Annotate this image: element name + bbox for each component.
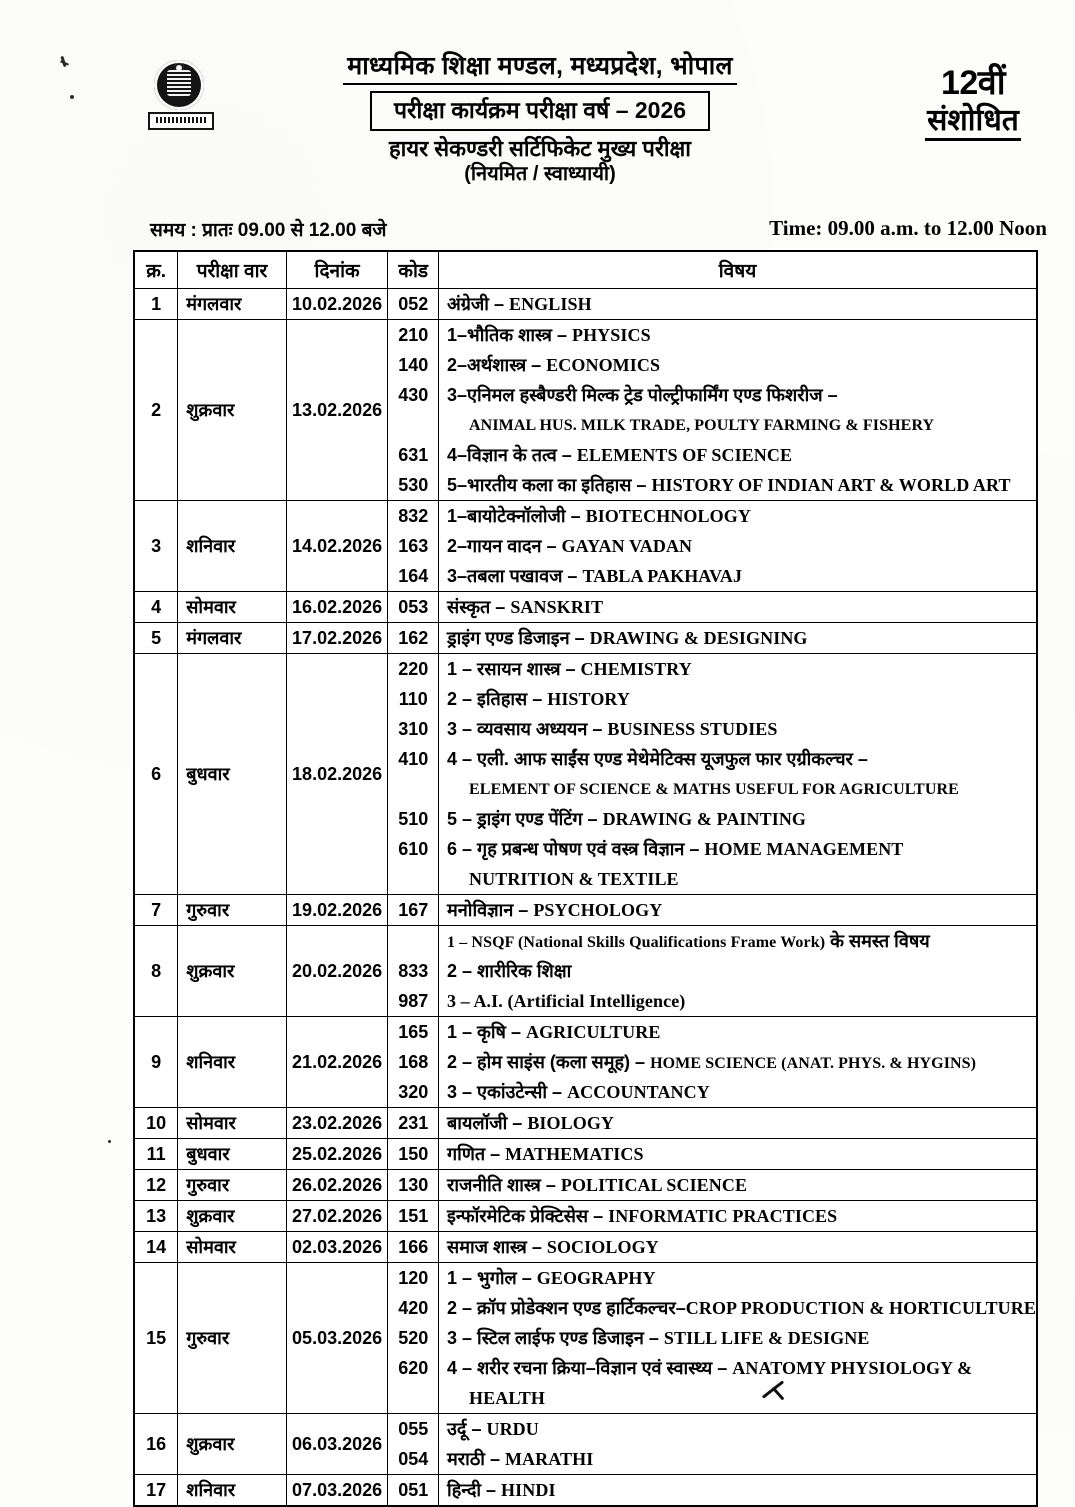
table-body (134, 289, 1037, 1507)
column-header-subject: विषय (439, 251, 1037, 289)
subject-name-english-wrap: ELEMENT OF SCIENCE & MATHS USEFUL FOR AGRICULTURE (469, 781, 959, 798)
row-subject-codes (388, 654, 439, 895)
subject-name (439, 714, 1036, 744)
row-subject-codes (388, 1475, 439, 1507)
subject-name-english: CHEMISTRY (580, 659, 692, 679)
subject-name (439, 561, 1036, 591)
row-subject-names (439, 1201, 1037, 1232)
subject-name (439, 623, 1036, 653)
row-serial-number: 13 (134, 1201, 178, 1232)
subject-name-english: SANSKRIT (510, 597, 604, 617)
row-exam-day: बुधवार (178, 654, 287, 895)
row-serial-number: 11 (134, 1139, 178, 1170)
column-header-serial: क्र. (134, 251, 178, 289)
subject-name-hindi: 2 – शारीरिक शिक्षा (447, 961, 572, 981)
row-subject-codes (388, 1201, 439, 1232)
subject-name-hindi: गणित – (447, 1144, 506, 1164)
subject-name-hindi: 5 – ड्राइंग एण्ड पेंटिंग – (447, 809, 603, 829)
row-serial-number: 1 (134, 289, 178, 320)
subject-code: 167 (398, 900, 429, 920)
subject-name-hindi: 6 – गृह प्रबन्ध पोषण एवं वस्त्र विज्ञान – (447, 839, 705, 859)
row-exam-day: शुक्रवार (178, 926, 287, 1017)
subject-name-english: MARATHI (504, 1449, 594, 1469)
row-exam-day: बुधवार (178, 1139, 287, 1170)
subject-code: 320 (398, 1082, 429, 1102)
subject-name-english: AGRICULTURE (525, 1022, 661, 1042)
row-exam-date: 13.02.2026 (286, 320, 388, 501)
subject-name-english: ELEMENTS OF SCIENCE (576, 445, 793, 465)
subject-name-continuation (439, 864, 1036, 894)
subject-name (439, 1017, 1036, 1047)
exam-time-hindi: समय : प्रातः 09.00 से 12.00 बजे (150, 220, 387, 241)
subject-code: 631 (398, 445, 429, 465)
row-subject-names (439, 1139, 1037, 1170)
subject-name-continuation (439, 1383, 1036, 1413)
row-exam-day: सोमवार (178, 1108, 287, 1139)
subject-code: 420 (398, 1298, 429, 1318)
row-exam-date: 05.03.2026 (286, 1263, 388, 1414)
board-name: माध्यमिक शिक्षा मण्डल, मध्यप्रदेश, भोपाल (343, 52, 736, 85)
subject-code-spacer (388, 774, 438, 804)
row-subject-names (439, 654, 1037, 895)
table-row (134, 895, 1037, 926)
subject-name (439, 684, 1036, 714)
subject-name-hindi: राजनीति शास्त्र – (447, 1175, 561, 1195)
document-header (0, 52, 1075, 232)
subject-code: 166 (398, 1237, 429, 1257)
subject-name-hindi-tail: के समस्त विषय (825, 931, 930, 951)
row-exam-day: गुरुवार (178, 895, 287, 926)
subject-code: 832 (398, 506, 429, 526)
subject-name-hindi: 5–भारतीय कला का इतिहास – (447, 475, 652, 495)
subject-name-english: 1 – NSQF (National Skills Qualifications Frame Work) (447, 934, 826, 951)
row-serial-number: 14 (134, 1232, 178, 1263)
row-exam-date: 25.02.2026 (286, 1139, 388, 1170)
row-serial-number: 8 (134, 926, 178, 1017)
table-row (134, 320, 1037, 501)
row-subject-codes (388, 320, 439, 501)
row-subject-codes (388, 289, 439, 320)
row-subject-names (439, 289, 1037, 320)
row-subject-codes (388, 895, 439, 926)
subject-name (439, 654, 1036, 684)
table-row (134, 1108, 1037, 1139)
subject-name (439, 895, 1036, 925)
table-row (134, 289, 1037, 320)
subject-code: 053 (398, 597, 429, 617)
row-subject-codes (388, 1263, 439, 1414)
row-exam-day: शुक्रवार (178, 320, 287, 501)
subject-code: 220 (398, 659, 429, 679)
row-subject-codes (388, 1139, 439, 1170)
subject-code: 120 (398, 1268, 429, 1288)
row-serial-number: 17 (134, 1475, 178, 1507)
row-exam-date: 19.02.2026 (286, 895, 388, 926)
subject-name-hindi: 4–विज्ञान के तत्व – (447, 445, 577, 465)
subject-code: 530 (398, 475, 429, 495)
row-subject-names (439, 1263, 1037, 1414)
subject-name (439, 440, 1036, 470)
row-exam-day: शुक्रवार (178, 1414, 287, 1475)
subject-name-continuation (439, 410, 1036, 440)
row-subject-codes (388, 926, 439, 1017)
subject-name-hindi: मराठी – (447, 1449, 505, 1469)
subject-name-english: BIOTECHNOLOGY (585, 506, 751, 526)
subject-name-english: GEOGRAPHY (536, 1268, 656, 1288)
row-exam-day: मंगलवार (178, 623, 287, 654)
row-subject-codes (388, 592, 439, 623)
row-serial-number: 3 (134, 501, 178, 592)
subject-name (439, 926, 1036, 956)
subject-name (439, 1077, 1036, 1107)
subject-name-hindi: 2–अर्थशास्त्र – (447, 355, 547, 375)
row-serial-number: 7 (134, 895, 178, 926)
row-exam-day: शनिवार (178, 1017, 287, 1108)
subject-name-english: DRAWING & DESIGNING (589, 628, 808, 648)
subject-name (439, 1444, 1036, 1474)
subject-name-hindi: 3–तबला पखावज – (447, 566, 583, 586)
row-exam-date: 14.02.2026 (286, 501, 388, 592)
exam-schedule-table (133, 250, 1038, 1507)
subject-name-hindi: मनोविज्ञान – (447, 900, 534, 920)
subject-code: 164 (398, 566, 429, 586)
subject-name (439, 1475, 1036, 1505)
subject-name (439, 1139, 1036, 1169)
row-subject-names (439, 1170, 1037, 1201)
subject-name-english: HISTORY OF INDIAN ART & WORLD ART (651, 475, 1011, 495)
row-serial-number: 9 (134, 1017, 178, 1108)
subject-code: 210 (398, 325, 429, 345)
subject-name-english-wrap: HEALTH (469, 1388, 545, 1408)
row-exam-day: गुरुवार (178, 1170, 287, 1201)
subject-name (439, 1414, 1036, 1444)
row-serial-number: 16 (134, 1414, 178, 1475)
table-row (134, 1170, 1037, 1201)
row-exam-date: 16.02.2026 (286, 592, 388, 623)
row-subject-names (439, 1017, 1037, 1108)
subject-name (439, 1323, 1036, 1353)
row-exam-day: सोमवार (178, 1232, 287, 1263)
subject-name (439, 531, 1036, 561)
subject-code: 430 (398, 385, 429, 405)
subject-code: 054 (398, 1449, 429, 1469)
subject-code: 310 (398, 719, 429, 739)
row-subject-names (439, 1108, 1037, 1139)
subject-name-hindi: अंग्रेजी – (447, 294, 509, 314)
subject-name (439, 744, 1036, 774)
subject-name (439, 1293, 1036, 1323)
row-serial-number: 5 (134, 623, 178, 654)
subject-code: 410 (398, 749, 429, 769)
subject-name-english: POLITICAL SCIENCE (560, 1175, 748, 1195)
class-label: 12वीं (940, 64, 1006, 102)
row-subject-codes (388, 1108, 439, 1139)
subject-code: 140 (398, 355, 429, 375)
subject-name-hindi: 4 – शरीर रचना क्रिया–विज्ञान एवं स्वास्थ्य – (447, 1358, 733, 1378)
subject-name-hindi: 2 – होम साइंस (कला समूह) – (447, 1052, 651, 1072)
subject-name-continuation (439, 774, 1036, 804)
row-subject-names (439, 926, 1037, 1017)
subject-name-hindi: हिन्दी – (447, 1480, 502, 1500)
exam-time-english: Time: 09.00 a.m. to 12.00 Noon (769, 216, 1047, 240)
subject-name-hindi: बायलॉजी – (447, 1113, 528, 1133)
row-serial-number: 15 (134, 1263, 178, 1414)
subject-code: 151 (398, 1206, 429, 1226)
subject-name-english: MATHEMATICS (505, 1144, 644, 1164)
table-row (134, 1263, 1037, 1414)
table-row (134, 1232, 1037, 1263)
subject-name-english: 3 – A.I. (Artificial Intelligence) (447, 991, 686, 1011)
subject-name-hindi: उर्दू – (447, 1419, 487, 1439)
row-subject-codes (388, 1414, 439, 1475)
row-subject-codes (388, 1170, 439, 1201)
row-exam-day: गुरुवार (178, 1263, 287, 1414)
scan-artifact (108, 1140, 111, 1143)
subject-name-hindi: 4 – एली. आफ साईंस एण्ड मेथेमेटिक्स यूजफुल फार एग्रीकल्चर – (447, 749, 868, 769)
row-exam-day: मंगलवार (178, 289, 287, 320)
subject-name-hindi: समाज शास्त्र – (447, 1237, 547, 1257)
subject-name-english: PSYCHOLOGY (533, 900, 663, 920)
subject-code: 168 (398, 1052, 429, 1072)
row-exam-date: 06.03.2026 (286, 1414, 388, 1475)
row-exam-date: 26.02.2026 (286, 1170, 388, 1201)
exam-mode: (नियमित / स्वाध्यायी) (464, 163, 616, 186)
subject-code: 520 (398, 1328, 429, 1348)
subject-name (439, 592, 1036, 622)
subject-name-english-wrap: NUTRITION & TEXTILE (469, 869, 679, 889)
subject-code (388, 926, 438, 956)
row-subject-codes (388, 1232, 439, 1263)
subject-name (439, 956, 1036, 986)
subject-name-english: HOME MANAGEMENT (704, 839, 904, 859)
table-row (134, 501, 1037, 592)
subject-name-hindi: 2 – इतिहास – (447, 689, 548, 709)
subject-name-english: STILL LIFE & DESIGNE (663, 1328, 870, 1348)
subject-name-hindi: 1–भौतिक शास्त्र – (447, 325, 572, 345)
row-subject-names (439, 1414, 1037, 1475)
subject-name-hindi: 2–गायन वादन – (447, 536, 562, 556)
subject-code: 110 (398, 689, 428, 709)
table-row (134, 926, 1037, 1017)
row-exam-date: 27.02.2026 (286, 1201, 388, 1232)
subject-name-english: INFORMATIC PRACTICES (608, 1206, 838, 1226)
subject-name (439, 470, 1036, 500)
subject-name (439, 1263, 1036, 1293)
row-subject-names (439, 320, 1037, 501)
subject-name-hindi: 3–एनिमल हस्बैण्डरी मिल्क ट्रेड पोल्ट्रीफार्मिंग एण्ड फिशरीज – (447, 385, 838, 405)
row-exam-date: 17.02.2026 (286, 623, 388, 654)
subject-name-hindi: 1 – रसायन शास्त्र – (447, 659, 581, 679)
row-serial-number: 10 (134, 1108, 178, 1139)
column-header-day: परीक्षा वार (178, 251, 287, 289)
subject-code: 620 (398, 1358, 429, 1378)
subject-name-hindi: 3 – एकांउटेन्सी – (447, 1082, 568, 1102)
row-exam-day: शनिवार (178, 501, 287, 592)
row-exam-date: 23.02.2026 (286, 1108, 388, 1139)
table-row (134, 654, 1037, 895)
row-serial-number: 2 (134, 320, 178, 501)
row-exam-day: शनिवार (178, 1475, 287, 1507)
subject-name-english: SOCIOLOGY (546, 1237, 659, 1257)
subject-name-hindi: इन्फॉरमेटिक प्रेक्टिसेस – (447, 1206, 609, 1226)
row-subject-names (439, 895, 1037, 926)
subject-name (439, 1170, 1036, 1200)
row-serial-number: 6 (134, 654, 178, 895)
row-subject-names (439, 592, 1037, 623)
table-row (134, 592, 1037, 623)
row-exam-date: 18.02.2026 (286, 654, 388, 895)
row-exam-date: 21.02.2026 (286, 1017, 388, 1108)
board-emblem-icon (148, 60, 210, 132)
title-block (240, 52, 840, 186)
subject-name-hindi: ड्राइंग एण्ड डिजाइन – (447, 628, 590, 648)
row-exam-date: 20.02.2026 (286, 926, 388, 1017)
subject-name (439, 1232, 1036, 1262)
subject-code: 987 (398, 991, 429, 1011)
subject-name-english: PHYSICS (571, 325, 651, 345)
row-exam-date: 07.03.2026 (286, 1475, 388, 1507)
subject-name (439, 320, 1036, 350)
subject-name-hindi: 3 – व्यवसाय अध्ययन – (447, 719, 608, 739)
revised-label: संशोधित (925, 104, 1021, 141)
subject-name-english: ENGLISH (508, 294, 592, 314)
subject-name-english: URDU (486, 1419, 539, 1439)
subject-name-english: HISTORY (547, 689, 630, 709)
table-row (134, 1414, 1037, 1475)
class-badge (893, 66, 1053, 141)
exam-name: हायर सेकण्डरी सर्टिफिकेट मुख्य परीक्षा (388, 136, 692, 162)
subject-name-english: ACCOUNTANCY (567, 1082, 710, 1102)
row-subject-codes (388, 501, 439, 592)
subject-name-hindi: संस्कृत – (447, 597, 511, 617)
subject-name-english: HOME SCIENCE (ANAT. PHYS. & HYGINS) (650, 1055, 977, 1072)
table-row (134, 1475, 1037, 1507)
table-row (134, 623, 1037, 654)
table-row (134, 1017, 1037, 1108)
row-exam-day: सोमवार (178, 592, 287, 623)
subject-name-english: ECONOMICS (546, 355, 661, 375)
subject-name (439, 501, 1036, 531)
row-subject-names (439, 1232, 1037, 1263)
subject-name-english: TABLA PAKHAVAJ (582, 566, 743, 586)
subject-name (439, 1353, 1036, 1383)
subject-code: 052 (398, 294, 429, 314)
subject-code: 150 (398, 1144, 429, 1164)
subject-name-english: CROP PRODUCTION & HORTICULTURE (685, 1298, 1036, 1318)
subject-name-english: BIOLOGY (527, 1113, 615, 1133)
subject-name-hindi: 1–बायोटेक्नॉलोजी – (447, 506, 586, 526)
subject-name (439, 380, 1036, 410)
row-exam-date: 10.02.2026 (286, 289, 388, 320)
subject-name-english-wrap: ANIMAL HUS. MILK TRADE, POULTY FARMING & FISHERY (469, 417, 935, 434)
subject-name-english: BUSINESS STUDIES (607, 719, 778, 739)
row-subject-names (439, 1475, 1037, 1507)
subject-name-hindi: 1 – कृषि – (447, 1022, 526, 1042)
subject-name-hindi: 3 – स्टिल लाईफ एण्ड डिजाइन – (447, 1328, 664, 1348)
row-exam-day: शुक्रवार (178, 1201, 287, 1232)
subject-code: 833 (398, 961, 429, 981)
subject-code-spacer (388, 864, 438, 894)
subject-name (439, 804, 1036, 834)
subject-name-english: ANATOMY PHYSIOLOGY & (732, 1358, 973, 1378)
subject-code: 055 (398, 1419, 429, 1439)
subject-name (439, 350, 1036, 380)
subject-code: 165 (398, 1022, 429, 1042)
subject-name-english: GAYAN VADAN (561, 536, 693, 556)
subject-name-hindi: 2 – क्रॉप प्रोडेक्शन एण्ड हार्टिकल्चर– (447, 1298, 686, 1318)
row-subject-names (439, 623, 1037, 654)
subject-name-english: DRAWING & PAINTING (602, 809, 807, 829)
subject-name (439, 1201, 1036, 1231)
row-subject-codes (388, 1017, 439, 1108)
row-exam-date: 02.03.2026 (286, 1232, 388, 1263)
subject-code: 162 (398, 628, 429, 648)
subject-name (439, 289, 1036, 319)
subject-code: 163 (398, 536, 429, 556)
subject-name (439, 834, 1036, 864)
subject-name (439, 1047, 1036, 1077)
subject-code-spacer (388, 1383, 438, 1413)
subject-code: 610 (398, 839, 429, 859)
subject-code: 231 (398, 1113, 429, 1133)
row-subject-codes (388, 623, 439, 654)
subject-code: 051 (398, 1480, 429, 1500)
exam-time-row (150, 216, 1053, 246)
subject-code: 510 (398, 809, 429, 829)
subject-code: 130 (398, 1175, 429, 1195)
column-header-date: दिनांक (286, 251, 388, 289)
table-row (134, 1139, 1037, 1170)
program-title-box: परीक्षा कार्यक्रम परीक्षा वर्ष – 2026 (370, 91, 710, 131)
row-subject-names (439, 501, 1037, 592)
table-row (134, 1201, 1037, 1232)
row-serial-number: 4 (134, 592, 178, 623)
row-serial-number: 12 (134, 1170, 178, 1201)
subject-name (439, 986, 1036, 1016)
subject-code-spacer (388, 410, 438, 440)
subject-name (439, 1108, 1036, 1138)
subject-name-hindi: 1 – भुगोल – (447, 1268, 537, 1288)
subject-name-english: HINDI (501, 1480, 556, 1500)
column-header-code: कोड (388, 251, 439, 289)
table-header-row (134, 251, 1037, 289)
